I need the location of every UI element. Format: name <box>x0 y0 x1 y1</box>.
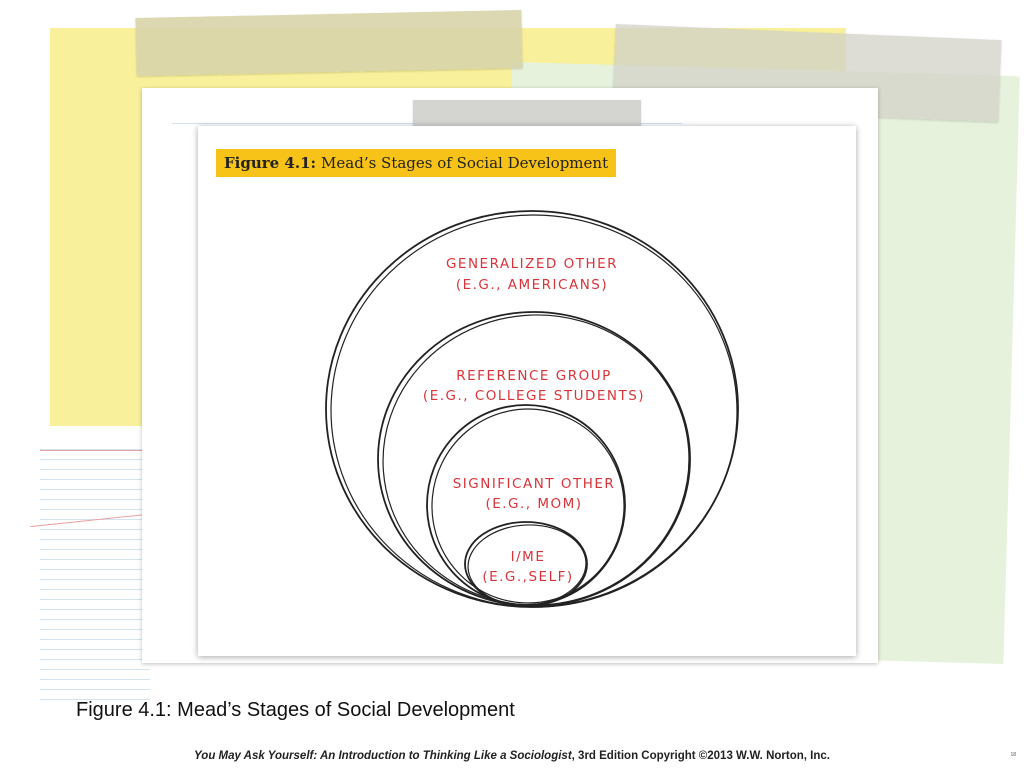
stage-label-self: I/ME <box>510 549 546 565</box>
stage-example-self: (E.G.,SELF) <box>482 569 574 585</box>
figure-header-title: Mead’s Stages of Social Development <box>321 154 609 172</box>
stage-example-reference-group: (E.G., COLLEGE STUDENTS) <box>422 388 646 404</box>
stage-example-significant-other: (E.G., MOM) <box>485 496 583 512</box>
copyright-footer <box>0 750 1024 762</box>
copyright-text: , 3rd Edition Copyright ©2013 W.W. Norton, Inc. <box>571 750 830 762</box>
figure-header-number: Figure 4.1: <box>224 154 317 172</box>
stage-label-generalized-other: GENERALIZED OTHER <box>445 256 619 272</box>
stage-example-generalized-other: (E.G., AMERICANS) <box>455 277 609 293</box>
stage-label-reference-group: REFERENCE GROUP <box>456 368 612 384</box>
slide-caption: Figure 4.1: Mead’s Stages of Social Development <box>76 699 515 721</box>
stage-label-significant-other: SIGNIFICANT OTHER <box>452 476 616 492</box>
book-title: You May Ask Yourself: An Introduction to Thinking Like a Sociologist <box>194 750 572 762</box>
page-number: 18 <box>1010 752 1016 758</box>
